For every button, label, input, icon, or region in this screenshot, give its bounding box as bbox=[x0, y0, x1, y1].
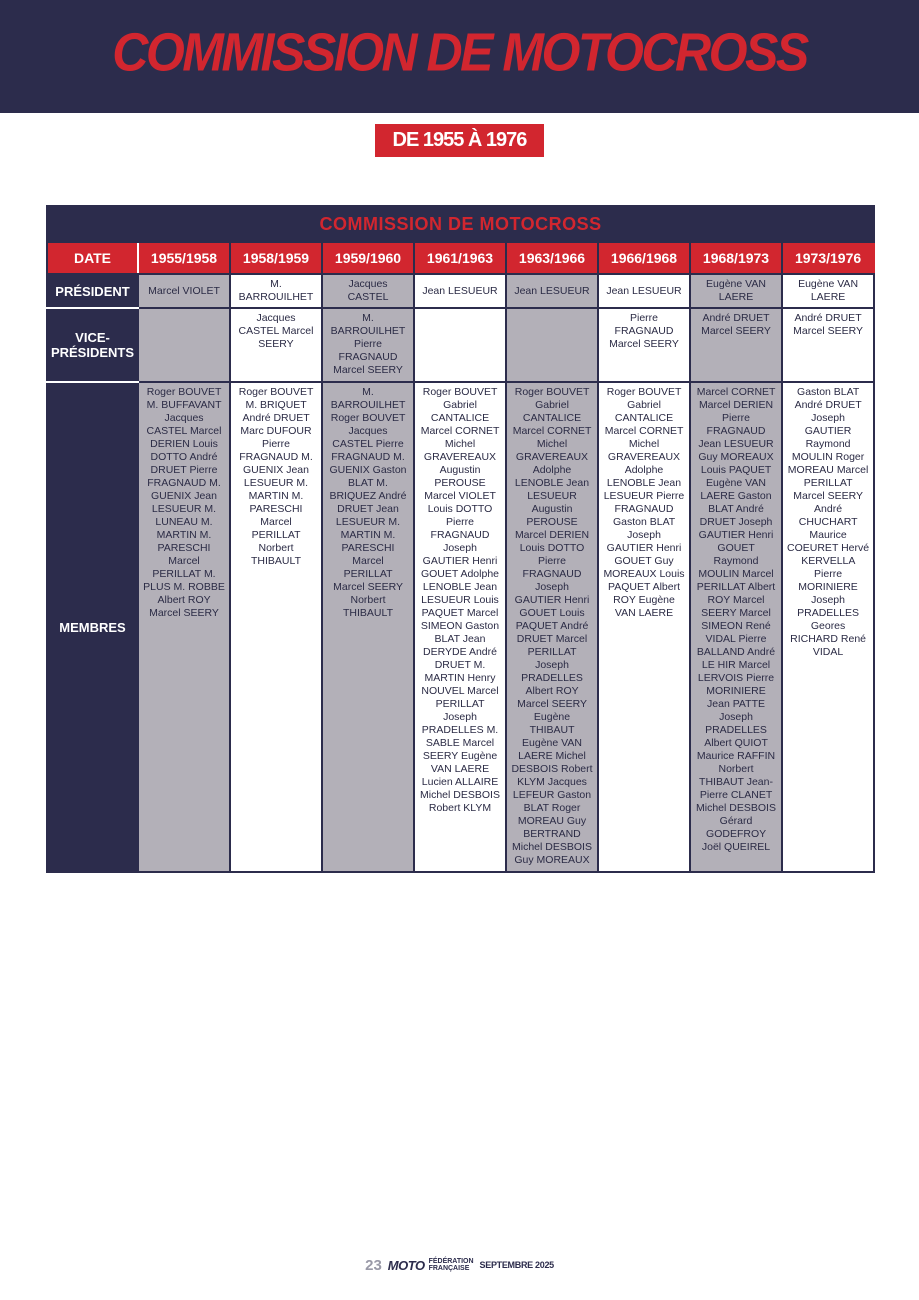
member-name: Henri GOUET bbox=[519, 594, 590, 619]
members-cell bbox=[506, 382, 598, 872]
member-name: Roger MOREAU bbox=[517, 802, 581, 827]
member-name: Norbert THIBAUT bbox=[699, 763, 754, 788]
member-name: Jean LESUEUR bbox=[243, 464, 309, 489]
federation-line-2: FRANÇAISE bbox=[428, 1265, 470, 1272]
vice-presidents-cell: André DRUET Marcel SEERY bbox=[690, 308, 782, 382]
member-name: Eugène VAN LAERE bbox=[700, 477, 766, 502]
president-cell: Jean LESUEUR bbox=[414, 274, 506, 308]
member-name: Adolphe LENOBLE bbox=[422, 568, 500, 593]
member-name: Marcel SIMEON bbox=[420, 607, 499, 632]
member-name: Roger BOUVET bbox=[422, 386, 498, 398]
member-name: Michel DESBOIS bbox=[511, 750, 586, 775]
period-badge: DE 1955 À 1976 bbox=[375, 124, 544, 157]
member-name: Pierre FRAGNAUD bbox=[147, 464, 218, 489]
members-cell bbox=[322, 382, 414, 872]
member-name: Marcel PERILLAT bbox=[343, 555, 393, 580]
period-header: 1963/1966 bbox=[506, 242, 598, 274]
vice-presidents-cell: M. BARROUILHET Pierre FRAGNAUD Marcel SEERY bbox=[322, 308, 414, 382]
president-cell: Jean LESUEUR bbox=[506, 274, 598, 308]
member-name: Robert KLYM bbox=[428, 802, 492, 814]
member-name: M. MARTIN bbox=[156, 516, 213, 541]
period-header: 1973/1976 bbox=[782, 242, 874, 274]
member-name: Gaston BLAT bbox=[523, 789, 592, 814]
period-header: 1966/1968 bbox=[598, 242, 690, 274]
moto-logo-icon: MOTO bbox=[387, 1257, 425, 1273]
member-name: Marcel CORNET bbox=[420, 425, 500, 437]
vice-presidents-cell: Pierre FRAGNAUD Marcel SEERY bbox=[598, 308, 690, 382]
member-name: Louis PAQUET bbox=[421, 594, 499, 619]
member-name: Hervé KERVELLA bbox=[801, 542, 870, 567]
member-name: Marcel PERILLAT bbox=[152, 555, 202, 580]
member-name: M. BARROUILHET bbox=[330, 386, 406, 411]
member-name: M. SABLE bbox=[425, 724, 499, 749]
member-name: Marcel PERILLAT bbox=[696, 568, 774, 593]
members-header: MEMBRES bbox=[47, 382, 138, 872]
member-name: Henry NOUVEL bbox=[421, 672, 496, 697]
member-name: Norbert THIBAULT bbox=[343, 594, 393, 619]
member-name: Michel DESBOIS bbox=[512, 841, 592, 853]
vice-presidents-cell: André DRUET Marcel SEERY bbox=[782, 308, 874, 382]
member-name: M. MARTIN bbox=[248, 477, 309, 502]
member-name: Michel GRAVEREAUX bbox=[423, 438, 497, 463]
member-name: Gaston BLAT bbox=[348, 464, 407, 489]
ffm-logo bbox=[388, 1258, 474, 1273]
member-name: Joseph PRADELLES bbox=[521, 659, 583, 684]
member-name: André DRUET bbox=[337, 490, 407, 515]
member-name: Louis PAQUET bbox=[608, 568, 685, 593]
member-name: André DRUET bbox=[794, 399, 862, 411]
member-name: Marcel PERILLAT bbox=[527, 633, 588, 658]
member-name: M. GUENIX bbox=[243, 451, 313, 476]
member-name: Jacques CASTEL bbox=[332, 425, 388, 450]
members-list bbox=[787, 386, 869, 659]
member-name: Pierre FRAGNAUD bbox=[706, 412, 766, 437]
member-name: Gaston BLAT bbox=[708, 490, 772, 515]
member-name: Marcel PERILLAT bbox=[435, 685, 499, 710]
member-name: Eugène VAN LAERE bbox=[518, 737, 582, 762]
page-title: COMMISSION DE MOTOCROSS bbox=[112, 21, 807, 83]
member-name: Roger MOREAU bbox=[787, 451, 865, 476]
member-name: Adolphe LENOBLE bbox=[514, 464, 572, 489]
member-name: M. PARESCHI bbox=[249, 490, 304, 515]
member-name: Joseph GAUTIER bbox=[422, 542, 477, 567]
member-name: Roger BOUVET bbox=[330, 412, 406, 424]
member-name: Joël QUEIREL bbox=[701, 841, 771, 853]
member-name: M. GUENIX bbox=[151, 477, 221, 502]
member-name: M. BRIQUET bbox=[245, 399, 307, 411]
issue-date: SEPTEMBRE 2025 bbox=[479, 1260, 554, 1270]
member-name: M. PARESCHI bbox=[157, 529, 212, 554]
member-name: Jean PATTE bbox=[707, 698, 765, 710]
member-name: Henri GOUET bbox=[614, 542, 682, 567]
member-name: Marcel SIMEON bbox=[701, 607, 771, 632]
federation-wordmark bbox=[429, 1258, 474, 1272]
member-name: Joseph PRADELLES bbox=[421, 711, 484, 736]
members-list bbox=[511, 386, 593, 867]
member-name: André LE HIR bbox=[701, 646, 776, 671]
member-name: Marcel CORNET bbox=[512, 425, 592, 437]
member-name: Adolphe LENOBLE bbox=[606, 464, 664, 489]
page-number: 23 bbox=[365, 1256, 382, 1274]
member-name: Michel DESBOIS bbox=[696, 802, 776, 814]
member-name: Marcel SEERY bbox=[517, 698, 587, 710]
members-cell bbox=[230, 382, 322, 872]
member-name: Louis PAQUET bbox=[515, 607, 585, 632]
member-name: M. ROBBE bbox=[173, 581, 225, 593]
member-name: Gérard GODEFROY bbox=[706, 815, 766, 840]
member-name: Geores RICHARD bbox=[790, 620, 846, 645]
member-name: Joseph GAUTIER bbox=[514, 581, 569, 606]
member-name: Roger BOUVET bbox=[606, 386, 682, 398]
member-name: Roger BOUVET bbox=[146, 386, 222, 398]
member-name: Jean DERYDE bbox=[423, 633, 486, 658]
member-name: Louis PAQUET bbox=[700, 464, 772, 476]
member-name: Jacques CASTEL bbox=[146, 412, 204, 437]
member-name: Marcel SEERY bbox=[701, 594, 765, 619]
member-name: Jean-Pierre CLANET bbox=[699, 776, 773, 801]
period-header: 1968/1973 bbox=[690, 242, 782, 274]
member-name: Marcel PERILLAT bbox=[803, 464, 869, 489]
period-header: 1961/1963 bbox=[414, 242, 506, 274]
member-name: M. MARTIN bbox=[424, 659, 486, 684]
vice-presidents-cell bbox=[138, 308, 230, 382]
members-cell bbox=[414, 382, 506, 872]
member-name: Gabriel CANTALICE bbox=[430, 399, 490, 424]
member-name: André CHUCHART bbox=[798, 503, 858, 528]
member-name: Albert ROY bbox=[525, 685, 579, 697]
member-name: André DRUET bbox=[150, 451, 218, 476]
president-cell: M. BARROUILHET bbox=[230, 274, 322, 308]
members-list bbox=[695, 386, 777, 854]
member-name: Gabriel CANTALICE bbox=[614, 399, 674, 424]
member-name: Jean LESUEUR bbox=[603, 477, 682, 502]
member-name: André DRUET bbox=[242, 412, 310, 424]
member-name: Pierre FRAGNAUD bbox=[614, 490, 685, 515]
member-name: Marcel VIOLET bbox=[424, 490, 496, 502]
member-name: Marcel DERIEN bbox=[698, 399, 774, 411]
member-name: Michel GRAVEREAUX bbox=[515, 438, 589, 463]
member-name: Jean LESUEUR bbox=[335, 503, 399, 528]
member-name: Louis DOTTO bbox=[150, 438, 218, 463]
members-cell bbox=[598, 382, 690, 872]
member-name: Pierre MORINIERE bbox=[706, 672, 775, 697]
member-name: Guy BERTRAND bbox=[523, 815, 587, 840]
members-cell bbox=[690, 382, 782, 872]
president-cell: Eugène VAN LAERE bbox=[690, 274, 782, 308]
member-name: Marcel PERILLAT bbox=[251, 516, 301, 541]
member-name: Albert ROY bbox=[707, 581, 776, 606]
member-name: Marcel CORNET bbox=[696, 386, 776, 398]
president-cell: Jean LESUEUR bbox=[598, 274, 690, 308]
member-name: Eugène VAN LAERE bbox=[430, 750, 498, 775]
member-name: M. LUNEAU bbox=[155, 503, 217, 528]
member-name: Gabriel CANTALICE bbox=[522, 399, 582, 424]
member-name: André DRUET bbox=[434, 646, 497, 671]
period-header: 1955/1958 bbox=[138, 242, 230, 274]
member-name: Pierre BALLAND bbox=[696, 633, 767, 658]
vice-presidents-cell bbox=[414, 308, 506, 382]
member-name: André DRUET bbox=[516, 620, 589, 645]
member-name: Roger BOUVET bbox=[238, 386, 314, 398]
federation-line-1: FÉDÉRATION bbox=[428, 1258, 474, 1265]
member-name: Raymond MOULIN bbox=[698, 555, 759, 580]
member-name: Roger BOUVET bbox=[514, 386, 590, 398]
member-name: Jacques LEFEUR bbox=[512, 776, 587, 801]
member-name: Joseph GAUTIER bbox=[698, 516, 773, 541]
member-name: Albert ROY bbox=[157, 594, 211, 606]
date-header: DATE bbox=[47, 242, 138, 274]
member-name: M. GUENIX bbox=[329, 451, 405, 476]
members-list bbox=[603, 386, 685, 620]
member-name: M. PARESCHI bbox=[341, 529, 396, 554]
table-title: COMMISSION DE MOTOCROSS bbox=[47, 206, 874, 242]
member-name: Henri GOUET bbox=[420, 555, 498, 580]
member-name: M. PLUS bbox=[143, 568, 216, 593]
member-name: Pierre FRAGNAUD bbox=[522, 555, 582, 580]
members-list bbox=[235, 386, 317, 568]
vice-presidents-cell: Jacques CASTEL Marcel SEERY bbox=[230, 308, 322, 382]
member-name: Joseph PRADELLES bbox=[797, 594, 859, 619]
member-name: Gaston BLAT bbox=[797, 386, 860, 398]
member-name: Gaston BLAT bbox=[612, 516, 676, 528]
member-name: Marcel DERIEN bbox=[150, 425, 222, 450]
member-name: Marcel CORNET bbox=[604, 425, 684, 437]
member-name: René VIDAL bbox=[812, 633, 866, 658]
members-list bbox=[419, 386, 501, 815]
member-name: Pierre FRAGNAUD bbox=[331, 438, 404, 463]
member-name: Joseph GAUTIER bbox=[606, 529, 661, 554]
member-name: Jean LESUEUR bbox=[151, 490, 217, 515]
member-name: Marcel SEERY bbox=[422, 737, 495, 762]
vice-presidents-cell bbox=[506, 308, 598, 382]
member-name: Lucien ALLAIRE bbox=[421, 776, 499, 788]
member-name: Raymond MOULIN bbox=[791, 438, 851, 463]
member-name: Maurice RAFFIN bbox=[696, 750, 776, 762]
member-name: Norbert THIBAULT bbox=[251, 542, 301, 567]
member-name: Eugène VAN LAERE bbox=[614, 594, 675, 619]
members-list bbox=[327, 386, 409, 620]
president-cell: Jacques CASTEL bbox=[322, 274, 414, 308]
member-name: Marcel SEERY bbox=[793, 490, 863, 502]
member-name: Marcel SEERY bbox=[149, 607, 219, 619]
members-cell bbox=[782, 382, 874, 872]
member-name: Michel GRAVEREAUX bbox=[607, 438, 681, 463]
member-name: Marcel LERVOIS bbox=[697, 659, 771, 684]
member-name: Michel DESBOIS bbox=[420, 789, 500, 801]
member-name: Louis DOTTO bbox=[427, 503, 493, 515]
vice-presidents-header: VICE- PRÉSIDENTS bbox=[47, 308, 138, 382]
members-cell bbox=[138, 382, 230, 872]
member-name: Joseph PRADELLES bbox=[705, 711, 767, 736]
member-name: Albert ROY bbox=[613, 581, 680, 606]
commission-table bbox=[46, 205, 875, 873]
member-name: M. BRIQUEZ bbox=[329, 477, 388, 502]
member-name: Guy MOREAUX bbox=[603, 555, 674, 580]
period-header: 1959/1960 bbox=[322, 242, 414, 274]
member-name: André DRUET bbox=[699, 503, 764, 528]
member-name: Marcel SEERY bbox=[333, 581, 403, 593]
member-name: Pierre FRAGNAUD bbox=[430, 516, 490, 541]
member-name: Pierre MORINIERE bbox=[798, 568, 858, 593]
president-header: PRÉSIDENT bbox=[47, 274, 138, 308]
member-name: Louis DOTTO bbox=[519, 542, 585, 554]
members-list bbox=[143, 386, 225, 620]
member-name: Eugène THIBAUT bbox=[529, 711, 575, 736]
member-name: Jean LESUEUR bbox=[527, 477, 590, 502]
commission-table-wrapper bbox=[46, 205, 873, 873]
member-name: Guy MOREAUX bbox=[698, 451, 774, 463]
member-name: Marc DUFOUR bbox=[240, 425, 312, 437]
member-name: Robert KLYM bbox=[517, 763, 593, 788]
member-name: Maurice COEURET bbox=[787, 529, 847, 554]
member-name: Gaston BLAT bbox=[434, 620, 500, 645]
member-name: M. BUFFAVANT bbox=[146, 399, 222, 411]
member-name: Jean LESUEUR bbox=[421, 581, 498, 606]
member-name: Guy MOREAUX bbox=[514, 854, 590, 866]
member-name: Marcel DERIEN bbox=[514, 529, 590, 541]
president-cell: Eugène VAN LAERE bbox=[782, 274, 874, 308]
member-name: Jean LESUEUR bbox=[698, 438, 774, 450]
president-cell: Marcel VIOLET bbox=[138, 274, 230, 308]
member-name: Pierre FRAGNAUD bbox=[239, 438, 299, 463]
member-name: Augustin PEROUSE bbox=[526, 503, 578, 528]
member-name: Augustin PEROUSE bbox=[434, 464, 486, 489]
page-footer bbox=[0, 1255, 919, 1275]
period-header: 1958/1959 bbox=[230, 242, 322, 274]
member-name: Henri GOUET bbox=[717, 529, 774, 554]
member-name: René VIDAL bbox=[705, 620, 771, 645]
member-name: Albert QUIOT bbox=[704, 737, 768, 749]
member-name: Joseph GAUTIER bbox=[804, 412, 852, 437]
member-name: M. MARTIN bbox=[340, 516, 401, 541]
